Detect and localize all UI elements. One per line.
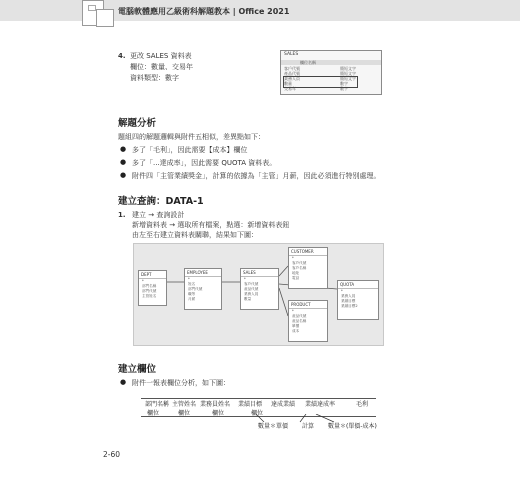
table-type: 數字	[340, 81, 348, 86]
bullet-text: 附件四「主管業績獎金」，計算的依據為「主管」月薪，因此必須進行特別處理。	[132, 172, 381, 180]
section-title: 建立欄位	[118, 364, 157, 375]
header-decoration-small	[88, 5, 96, 11]
entity-customer: CUSTOMER * 客戶代號 客戶名稱 地址 電話	[288, 247, 328, 289]
table-type: 簡短文字	[340, 76, 356, 81]
paragraph: 題組四的解題邏輯與附件五相似，差異點如下：	[118, 133, 265, 141]
table-row: 產品代號	[284, 71, 300, 76]
field-header: 業務員姓名	[200, 401, 231, 408]
table-header-label: 欄位名稱	[300, 60, 316, 65]
entity-sales: SALES * 客戶代號 產品代號 業務人員 數量	[240, 268, 279, 310]
entity-dept: DEPT * 部門名稱 部門代號 主管姓名	[138, 270, 167, 306]
table-tab: SALES	[284, 52, 299, 57]
field-header: 毛利	[356, 401, 369, 408]
field-header: 部門名稱	[145, 401, 170, 408]
header-decoration-square	[96, 9, 114, 27]
bullet-text: 多了「...達成率」，因此需要 QUOTA 資料表。	[132, 159, 277, 167]
table-type: 數字	[340, 86, 348, 91]
step-line: 資料類型：數字	[130, 74, 179, 82]
step-line: 建立 → 查詢設計	[132, 211, 185, 219]
step-line: 更改 SALES 資料表	[130, 52, 192, 60]
field-cell: 欄位	[251, 410, 264, 417]
table-row: 業務人員	[284, 76, 300, 81]
bullet-text: 附件一報表欄位分析，如下圖：	[132, 379, 230, 387]
field-cell: 欄位	[212, 410, 225, 417]
entity-product: PRODUCT * 產品代號 產品名稱 單價 成本	[288, 300, 328, 342]
section-title: 解題分析	[118, 118, 157, 129]
table-row: 數量	[284, 81, 292, 86]
bullet-icon: ●	[120, 145, 127, 153]
bullet-icon: ●	[120, 171, 127, 179]
bullet-icon: ●	[120, 158, 127, 166]
table-row: 交易年	[284, 86, 296, 91]
table-type: 簡短文字	[340, 71, 356, 76]
page-number: 2-60	[103, 450, 121, 459]
field-header: 達成業績	[271, 401, 296, 408]
formula-label: 數量＊單價	[258, 423, 289, 430]
relationship-diagram	[133, 243, 384, 346]
step-line: 欄位：數量、交易年	[130, 63, 193, 71]
step-line: 新增資料表 → 選取所有檔案，點選：新增資料表鈕	[132, 221, 290, 229]
selected-fields-highlight	[283, 76, 358, 88]
step-number: 4.	[118, 52, 126, 60]
field-header: 主管姓名	[172, 401, 197, 408]
field-cell: 欄位	[147, 410, 160, 417]
bullet-icon: ●	[120, 378, 127, 386]
field-cell: 欄位	[178, 410, 191, 417]
entity-quota: QUOTA * 業務人員 業績目標 業績目標2	[337, 280, 379, 320]
section-title: 建立查詢：DATA-1	[118, 196, 204, 207]
formula-label: 計算	[302, 423, 315, 430]
book-title: 電腦軟體應用乙級術科解題教本 | Office 2021	[118, 7, 290, 16]
field-header: 業績目標	[238, 401, 263, 408]
formula-label: 數量＊(單價-成本)	[328, 423, 377, 430]
entity-employee: EMPLOYEE * 姓名 部門代號 職等 月薪	[184, 268, 222, 310]
step-number: 1.	[118, 211, 126, 219]
bullet-text: 多了「毛利」，因此需要【成本】欄位	[132, 146, 248, 154]
table-header-row	[281, 60, 381, 65]
table-type: 簡短文字	[340, 66, 356, 71]
table-row: 客戶代號	[284, 66, 300, 71]
field-header: 業績達成率	[305, 401, 336, 408]
step-line: 由左至右建立資料表關聯，結果如下圖：	[132, 231, 258, 239]
